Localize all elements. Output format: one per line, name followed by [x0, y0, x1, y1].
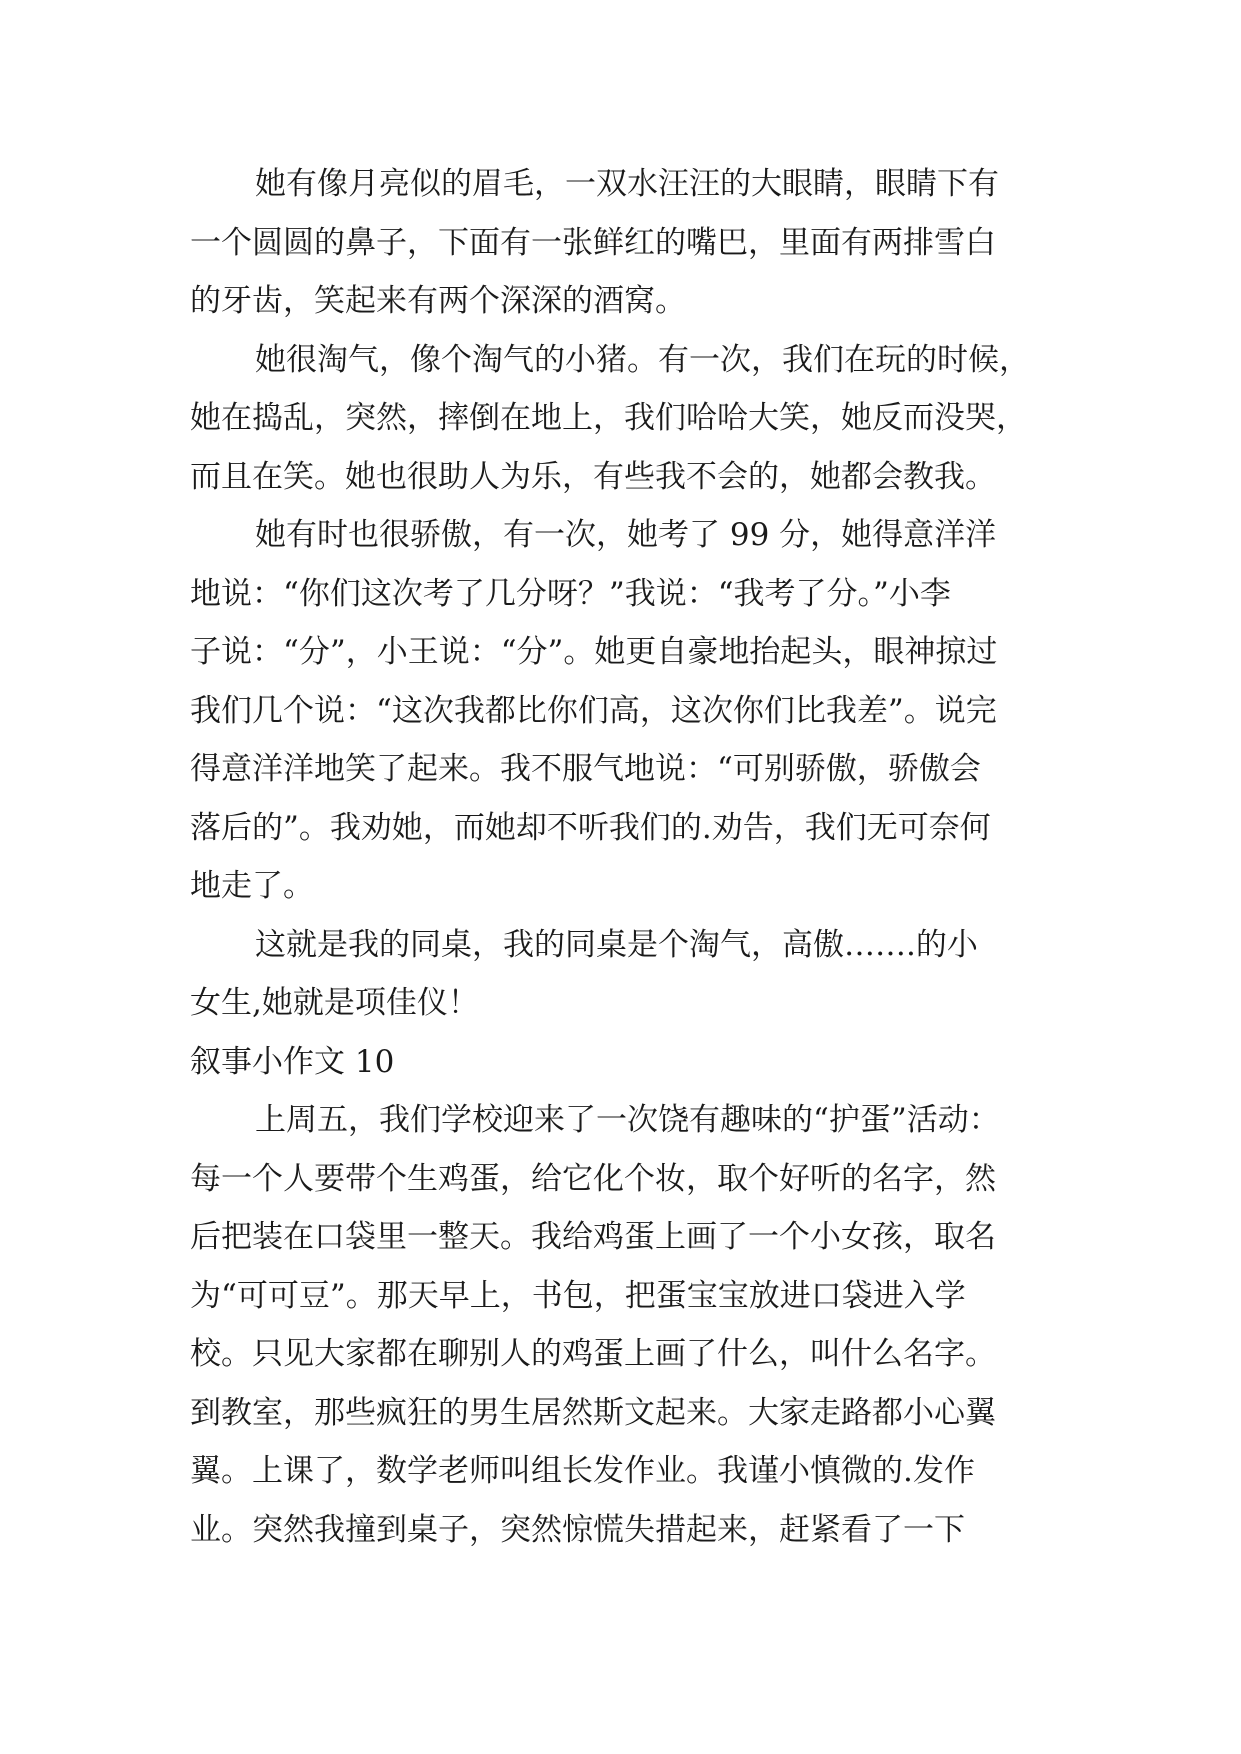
- text-line: 她很淘气，像个淘气的小猪。有一次，我们在玩的时候，: [255, 341, 1030, 378]
- text-line: 为“可可豆”。那天早上，书包，把蛋宝宝放进口袋进入学: [190, 1277, 966, 1314]
- text-line: 业。突然我撞到桌子，突然惊慌失措起来，赶紧看了一下: [190, 1511, 965, 1548]
- text-line: 她有像月亮似的眉毛，一双水汪汪的大眼睛，眼睛下有: [255, 166, 999, 202]
- text-line: 女生,她就是项佳仪！: [190, 985, 479, 1021]
- text-line: 落后的”。我劝她，而她却不听我们的.劝告，我们无可奈何: [190, 809, 991, 846]
- text-line: 到教室，那些疯狂的男生居然斯文起来。大家走路都小心翼: [190, 1394, 996, 1431]
- section-heading: 叙事小作文 10: [190, 1043, 395, 1080]
- text-line: 子说：“分”，小王说：“分”。她更自豪地抬起头，眼神掠过: [190, 634, 998, 670]
- text-line: 上周五，我们学校迎来了一次饶有趣味的“护蛋”活动：: [255, 1102, 1000, 1138]
- text-line: 我们几个说：“这次我都比你们高，这次你们比我差”。说完: [190, 692, 997, 729]
- text-line: 地说：“你们这次考了几分呀？”我说：“我考了分。”小李: [190, 575, 951, 612]
- text-line: 地走了。: [190, 868, 314, 904]
- text-line: 的牙齿，笑起来有两个深深的酒窝。: [190, 283, 686, 319]
- essay-body: [190, 155, 1050, 1559]
- text-line: 一个圆圆的鼻子，下面有一张鲜红的嘴巴，里面有两排雪白: [190, 224, 996, 261]
- text-line: 翼。上课了，数学老师叫组长发作业。我谨小慎微的.发作: [190, 1453, 975, 1489]
- text-line: 每一个人要带个生鸡蛋，给它化个妆，取个好听的名字，然: [190, 1160, 996, 1197]
- text-line: 她有时也很骄傲，有一次，她考了 99 分，她得意洋洋: [255, 517, 997, 553]
- text-line: 而且在笑。她也很助人为乐，有些我不会的，她都会教我。: [190, 458, 996, 495]
- text-line: 后把装在口袋里一整天。我给鸡蛋上画了一个小女孩，取名: [190, 1219, 996, 1255]
- text-line: 得意洋洋地笑了起来。我不服气地说：“可别骄傲，骄傲会: [190, 751, 981, 787]
- text-line: 校。只见大家都在聊别人的鸡蛋上画了什么，叫什么名字。: [190, 1336, 996, 1372]
- text-line: 她在捣乱，突然，摔倒在地上，我们哈哈大笑，她反而没哭，: [190, 400, 1027, 436]
- text-line: 这就是我的同桌，我的同桌是个淘气，高傲…….的小: [255, 926, 978, 963]
